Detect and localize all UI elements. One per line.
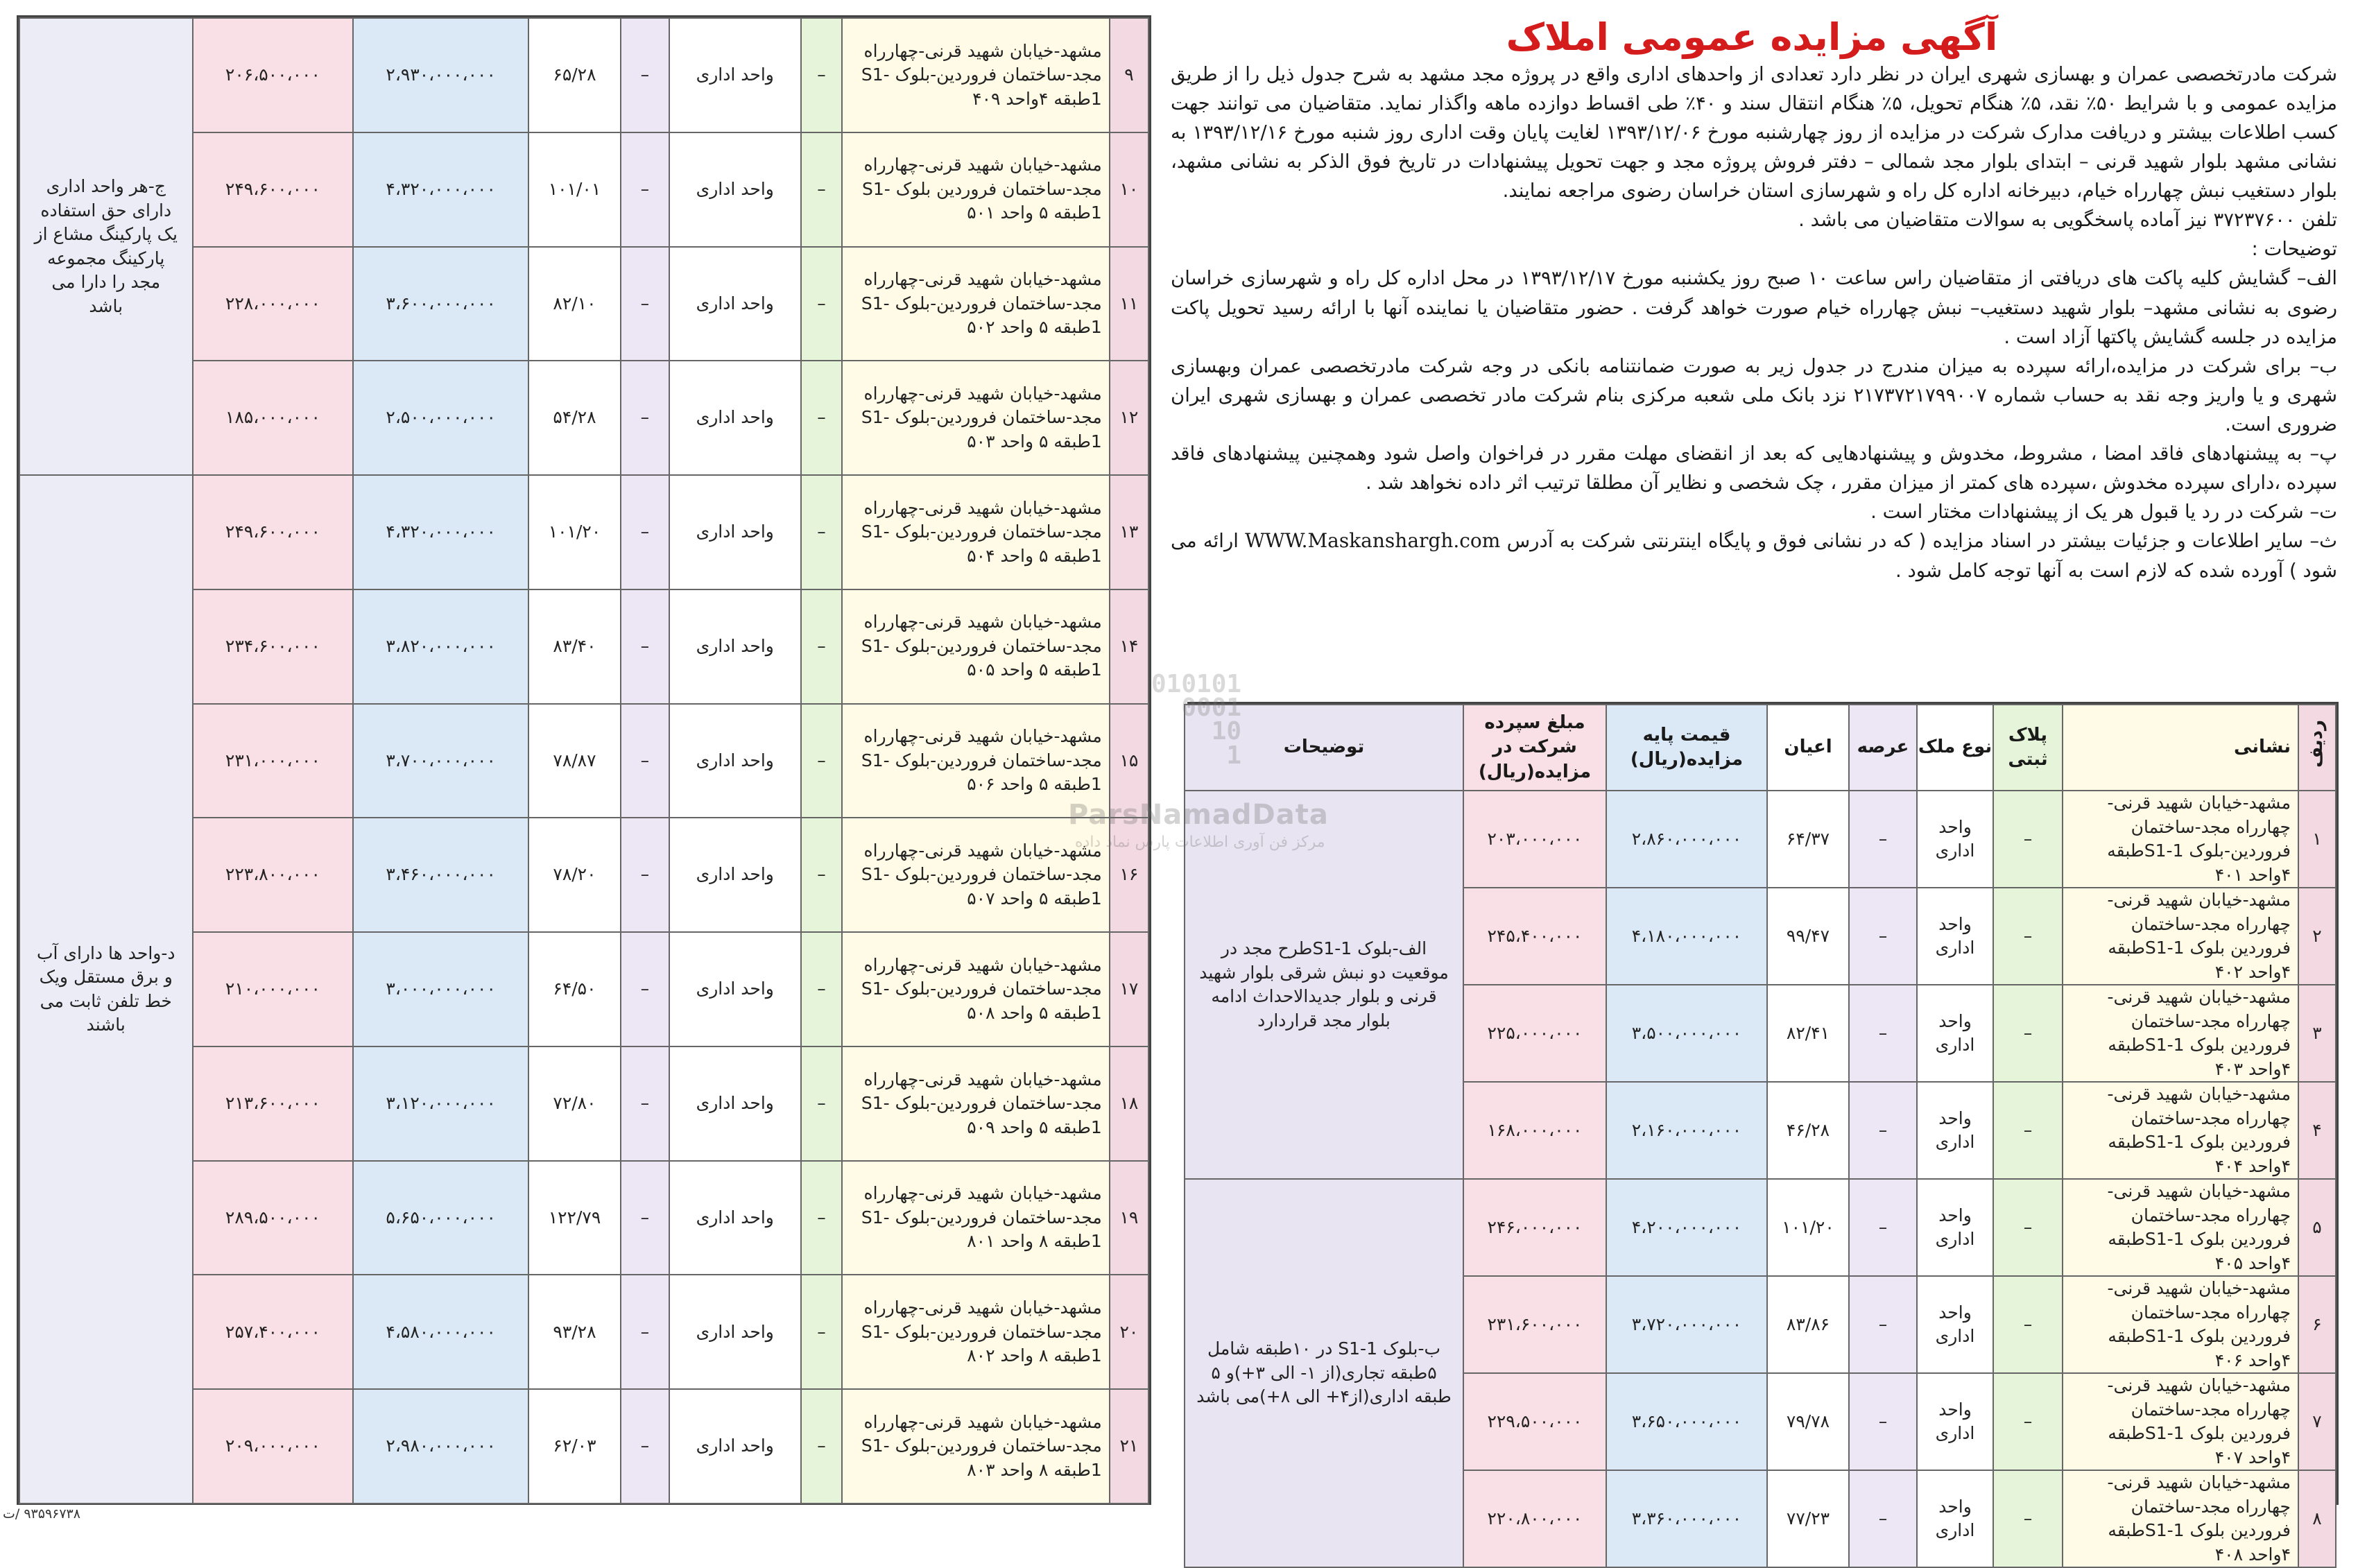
ayan-value: ۷۸/۸۷: [553, 750, 596, 770]
ayan-value: ۹۳/۲۸: [553, 1321, 596, 1342]
deposit-value: ۲۴۹،۶۰۰،۰۰۰: [225, 178, 320, 199]
ayan-value: ۱۰۱/۲۰: [1782, 1216, 1834, 1237]
deposit-value: ۲۴۶،۰۰۰،۰۰۰: [1487, 1216, 1583, 1237]
plaque-cell: –: [801, 247, 842, 361]
radif-value: ۱۹: [1119, 1207, 1139, 1227]
radif-value: ۹: [1124, 64, 1134, 85]
watermark-brand: ParsNamadData: [1068, 799, 1329, 831]
ayan-value: ۶۴/۳۷: [1786, 828, 1830, 849]
ayan-cell: [528, 1161, 621, 1275]
ayan-cell: [1767, 1082, 1849, 1179]
radif-value: ۲: [2312, 925, 2322, 946]
note-te: ت– شرکت در رد یا قبول هر یک از پیشنهادات مختار است .: [1870, 500, 2337, 523]
address-cell: مشهد-خیابان شهید قرنی-چهارراه مجد-ساختمان فروردین-بلوک S1-1طبقه ۵ واحد ۵۰۳: [842, 361, 1110, 475]
note-se-after: ارائه می شود ) آورده شده که لازم است به آنها توجه کامل شود .: [1171, 530, 2337, 582]
price-value: ۳،۸۲۰،۰۰۰،۰۰۰: [386, 635, 496, 656]
deposit-cell: [1463, 1179, 1606, 1276]
ayan-value: ۵۴/۲۸: [553, 407, 596, 428]
address-cell: مشهد-خیابان شهید قرنی-چهارراه مجد-ساختمان فروردین بلوک S1-1طبقه ۴واحد ۴۰۸: [2063, 1470, 2298, 1567]
price-value: ۲،۵۰۰،۰۰۰،۰۰۰: [386, 407, 496, 428]
deposit-cell: [193, 247, 354, 361]
type-cell: واحد اداری: [1917, 791, 1993, 888]
price-value: ۴،۳۲۰،۰۰۰،۰۰۰: [386, 522, 496, 542]
ayan-value: ۸۳/۴۰: [553, 635, 596, 656]
deposit-cell: [193, 1046, 354, 1161]
address-cell: مشهد-خیابان شهید قرنی-چهارراه مجد-ساختمان فروردین بلوک S1-1طبقه ۴واحد ۴۰۴: [2063, 1082, 2298, 1179]
header-deposit: مبلغ سپرده شرکت در مزایده(ریال): [1463, 705, 1606, 791]
price-cell: [353, 132, 528, 247]
price-value: ۳،۴۶۰،۰۰۰،۰۰۰: [386, 864, 496, 885]
address-cell: مشهد-خیابان شهید قرنی-چهارراه مجد-ساختمان فروردین بلوک S1-1طبقه ۴واحد ۴۰۶: [2063, 1276, 2298, 1373]
arse-cell: –: [621, 132, 669, 247]
ayan-cell: [528, 132, 621, 247]
row-description: ج-هر واحد اداری دارای حق استفاده یک پارکینگ مشاع از پارکینگ مجموعه مجد را دارا می باشد: [19, 18, 193, 475]
price-cell: [353, 932, 528, 1046]
arse-cell: –: [1849, 888, 1917, 985]
address-cell: مشهد-خیابان شهید قرنی-چهارراه مجد-ساختمان فروردین بلوک S1-1طبقه ۴واحد ۴۰۵: [2063, 1179, 2298, 1276]
radif-cell: [1110, 132, 1148, 247]
address-cell: مشهد-خیابان شهید قرنی-چهارراه مجد-ساختمان فروردین بلوک S1-1طبقه ۴واحد ۴۰۷: [2063, 1373, 2298, 1470]
price-value: ۳،۱۲۰،۰۰۰،۰۰۰: [386, 1093, 496, 1114]
plaque-cell: –: [801, 132, 842, 247]
deposit-value: ۲۱۳،۶۰۰،۰۰۰: [225, 1093, 320, 1114]
address-cell: مشهد-خیابان شهید قرنی-چهارراه مجد-ساختمان فروردین-بلوک S1-1طبقه ۵ واحد ۵۰۲: [842, 247, 1110, 361]
radif-cell: [1110, 247, 1148, 361]
radif-cell: [1110, 1161, 1148, 1275]
price-cell: [1606, 1276, 1767, 1373]
radif-value: ۸: [2312, 1508, 2322, 1528]
type-cell: واحد اداری: [1917, 1373, 1993, 1470]
note-pe: پ– به پیشنهادهای فاقد امضا ، مشروط، مخدوش و پیشنهادهایی که بعد از انقضای مهلت مقرر در فراخوان واصل شود وهمچنین پیشنهادهای فاقد سپرده ،دارای سپرده مخدوش ،سپرده های کمتر از میزان مقرر ، چک شخصی و نظایر آن مطلقا ترتیب اثر داده نخواهد شد .: [1171, 442, 2337, 494]
ad-title: آگهی مزایده عمومی املاک: [1506, 15, 1998, 59]
radif-value: ۱۲: [1119, 407, 1139, 428]
plaque-cell: –: [801, 704, 842, 818]
price-cell: [353, 1046, 528, 1161]
ayan-cell: [528, 247, 621, 361]
price-cell: [353, 589, 528, 704]
plaque-cell: –: [1993, 1373, 2063, 1470]
price-value: ۴،۳۲۰،۰۰۰،۰۰۰: [386, 178, 496, 199]
ayan-cell: [528, 361, 621, 475]
radif-value: ۵: [2312, 1216, 2322, 1237]
ayan-cell: [1767, 1179, 1849, 1276]
table-row: [1185, 1179, 2336, 1276]
price-cell: [1606, 1373, 1767, 1470]
note-se-before: ث– سایر اطلاعات و جزئیات بیشتر در اسناد مزایده ( که در نشانی فوق و پایگاه اینترنتی شرکت به آدرس: [1506, 530, 2337, 552]
ayan-value: ۶۵/۲۸: [553, 64, 596, 85]
deposit-cell: [193, 1389, 354, 1504]
radif-cell: [1110, 361, 1148, 475]
radif-value: ۲۱: [1119, 1436, 1139, 1456]
price-cell: [1606, 1179, 1767, 1276]
deposit-value: ۲۵۷،۴۰۰،۰۰۰: [225, 1321, 320, 1342]
website-link[interactable]: WWW.Maskanshargh.com: [1245, 529, 1501, 552]
price-value: ۴،۱۸۰،۰۰۰،۰۰۰: [1631, 925, 1742, 946]
plaque-cell: –: [1993, 1276, 2063, 1373]
radif-value: ۱: [2312, 828, 2322, 849]
price-cell: [1606, 1082, 1767, 1179]
ayan-cell: [528, 18, 621, 132]
ayan-cell: [528, 1275, 621, 1389]
type-cell: واحد اداری: [1917, 1470, 1993, 1567]
deposit-cell: [1463, 985, 1606, 1082]
deposit-cell: [193, 1275, 354, 1389]
ayan-value: ۱۲۲/۷۹: [548, 1207, 601, 1227]
ayan-value: ۷۲/۸۰: [553, 1093, 596, 1114]
plaque-cell: –: [801, 1275, 842, 1389]
deposit-value: ۲۲۸،۰۰۰،۰۰۰: [225, 293, 320, 313]
price-cell: [1606, 791, 1767, 888]
arse-cell: –: [1849, 1179, 1917, 1276]
radif-value: ۱۸: [1119, 1093, 1139, 1114]
price-cell: [353, 704, 528, 818]
ad-intro: شرکت مادرتخصصی عمران و بهسازی شهری ایران در نظر دارد تعدادی از واحدهای اداری واقع در پروژه مجد مشهد به شرح جدول ذیل را از طریق مزایده عمومی و با شرایط ۵۰٪ نقد، ۵٪ هنگام تحویل، ۵٪ هنگام انتقال سند و ۴۰٪ طی اقساط دوازده ماهه واگذار نماید. متقاضیان می توانند جهت کسب اطلاعات بیشتر و دریافت مدارک شرکت در مزایده از روز چهارشنبه مورخ ۱۳۹۳/۱۲/۰۶ لغایت پایان وقت اداری روز شنبه مورخ ۱۳۹۳/۱۲/۱۶ به نشانی مشهد بلوار شهید قرنی – ابتدای بلوار مجد شمالی – دفتر فروش پروژه مجد و جهت تحویل پیشنهادات در تاریخ فوق الذکر به نشانی مشهد، بلوار دستغیب نبش چهارراه خیام، دبیرخانه اداره کل راه و شهرسازی استان خراسان رضوی مراجعه نمایند.: [1171, 63, 2337, 203]
price-value: ۲،۹۸۰،۰۰۰،۰۰۰: [386, 1436, 496, 1456]
radif-value: ۱۶: [1119, 864, 1139, 885]
arse-cell: –: [621, 932, 669, 1046]
radif-value: ۳: [2312, 1022, 2322, 1043]
plaque-cell: –: [1993, 1470, 2063, 1567]
price-cell: [353, 247, 528, 361]
ayan-value: ۱۰۱/۰۱: [548, 178, 601, 199]
radif-cell: [1110, 818, 1148, 932]
radif-value: ۱۱: [1119, 293, 1139, 313]
arse-cell: –: [621, 361, 669, 475]
type-cell: واحد اداری: [1917, 1082, 1993, 1179]
type-cell: واحد اداری: [669, 1389, 801, 1504]
notes-title: توضیحات :: [2251, 238, 2337, 261]
price-value: ۳،۳۶۰،۰۰۰،۰۰۰: [1631, 1508, 1742, 1528]
price-value: ۳،۷۰۰،۰۰۰،۰۰۰: [386, 750, 496, 770]
radif-cell: [1110, 1389, 1148, 1504]
table-row: [19, 475, 1148, 589]
address-cell: مشهد-خیابان شهید قرنی-چهارراه مجد-ساختمان فروردین بلوک S1-1طبقه ۵ واحد ۵۰۱: [842, 132, 1110, 247]
deposit-value: ۲۳۴،۶۰۰،۰۰۰: [225, 635, 320, 656]
price-cell: [353, 361, 528, 475]
deposit-cell: [193, 589, 354, 704]
deposit-value: ۲۰۳،۰۰۰،۰۰۰: [1487, 828, 1583, 849]
price-cell: [1606, 1470, 1767, 1567]
ad-phone: تلفن ۳۷۲۳۷۶۰۰ نیز آماده پاسخگویی به سوالات متقاضیان می باشد .: [1798, 209, 2337, 232]
address-cell: مشهد-خیابان شهید قرنی-چهارراه مجد-ساختمان فروردین-بلوک S1-1طبقه ۵ واحد ۵۰۹: [842, 1046, 1110, 1161]
price-cell: [1606, 985, 1767, 1082]
address-cell: مشهد-خیابان شهید قرنی-چهارراه مجد-ساختمان فروردین-بلوک S1-1طبقه ۵ واحد ۵۰۵: [842, 589, 1110, 704]
note-alef: الف– گشایش کلیه پاکت های دریافتی از متقاضیان راس ساعت ۱۰ صبح روز یکشنبه مورخ ۱۳۹۳/۱۲/۱۷ در محل اداره کل راه و شهرسازی خراسان رضوی به نشانی مشهد– بلوار شهید دستغیب– نبش چهارراه خیام صورت خواهد گرفت . حضور متقاضیان یا نماینده آنها با ارائه رسید تحویل پاکت مزایده در جلسه گشایش پاکتها آزاد است .: [1171, 267, 2337, 348]
type-cell: واحد اداری: [669, 932, 801, 1046]
arse-cell: –: [1849, 1470, 1917, 1567]
price-value: ۲،۹۳۰،۰۰۰،۰۰۰: [386, 64, 496, 85]
deposit-value: ۲۰۶،۵۰۰،۰۰۰: [225, 64, 320, 85]
arse-cell: –: [621, 704, 669, 818]
radif-cell: [2298, 1179, 2336, 1276]
type-cell: واحد اداری: [669, 1046, 801, 1161]
deposit-value: ۲۰۹،۰۰۰،۰۰۰: [225, 1436, 320, 1456]
deposit-cell: [193, 18, 354, 132]
header-address: نشانی: [2063, 705, 2298, 791]
ayan-cell: [528, 932, 621, 1046]
arse-cell: –: [1849, 1082, 1917, 1179]
radif-value: ۱۴: [1119, 635, 1139, 656]
arse-cell: –: [1849, 791, 1917, 888]
plaque-cell: –: [801, 475, 842, 589]
radif-cell: [2298, 1276, 2336, 1373]
ayan-cell: [1767, 1276, 1849, 1373]
price-cell: [353, 818, 528, 932]
address-cell: مشهد-خیابان شهید قرنی-چهارراه مجد-ساختمان فروردین بلوک S1-1طبقه ۴واحد ۴۰۳: [2063, 985, 2298, 1082]
radif-cell: [1110, 589, 1148, 704]
plaque-cell: –: [801, 361, 842, 475]
deposit-value: ۲۸۹،۵۰۰،۰۰۰: [225, 1207, 320, 1227]
ayan-cell: [528, 589, 621, 704]
plaque-cell: –: [1993, 985, 2063, 1082]
radif-cell: [1110, 932, 1148, 1046]
arse-cell: –: [621, 1046, 669, 1161]
ayan-cell: [1767, 1373, 1849, 1470]
watermark-tagline: مرکز فن آوری اطلاعات پارس نماد داده: [1075, 834, 1325, 851]
price-value: ۳،۰۰۰،۰۰۰،۰۰۰: [386, 979, 496, 999]
type-cell: واحد اداری: [669, 1161, 801, 1275]
deposit-value: ۲۳۱،۶۰۰،۰۰۰: [1487, 1313, 1583, 1334]
radif-value: ۱۰: [1119, 178, 1139, 199]
radif-value: ۶: [2312, 1313, 2322, 1334]
plaque-cell: –: [1993, 791, 2063, 888]
auction-table-continued: [17, 15, 1151, 1505]
type-cell: واحد اداری: [669, 589, 801, 704]
radif-cell: [2298, 1470, 2336, 1567]
row-description: الف-بلوک S1-1طرح مجد در موقعیت دو نبش شرقی بلوار شهید قرنی و بلوار جدیدالاحداث ادامه بلوار مجد قراردارد: [1185, 791, 1463, 1179]
table-row: [19, 18, 1148, 132]
plaque-cell: –: [801, 1389, 842, 1504]
deposit-cell: [193, 132, 354, 247]
deposit-value: ۲۴۹،۶۰۰،۰۰۰: [225, 522, 320, 542]
radif-cell: [2298, 791, 2336, 888]
ayan-value: ۷۷/۲۳: [1786, 1508, 1830, 1528]
deposit-cell: [193, 704, 354, 818]
type-cell: واحد اداری: [669, 818, 801, 932]
header-ayan: اعیان: [1767, 705, 1849, 791]
plaque-cell: –: [801, 1161, 842, 1275]
address-cell: مشهد-خیابان شهید قرنی-چهارراه مجد-ساختمان فروردین-بلوک S1-1طبقه ۵ واحد ۵۰۷: [842, 818, 1110, 932]
footer-code: ۹۳۵۹۶۷۳۸ /ت: [3, 1506, 80, 1522]
deposit-cell: [193, 932, 354, 1046]
price-value: ۵،۶۵۰،۰۰۰،۰۰۰: [386, 1207, 496, 1227]
row-description: د-واحد ها دارای آب و برق مستقل ویک خط تلفن ثابت می باشند: [19, 475, 193, 1504]
deposit-cell: [1463, 1373, 1606, 1470]
price-value: ۳،۶۰۰،۰۰۰،۰۰۰: [386, 293, 496, 313]
price-cell: [353, 475, 528, 589]
header-type: نوع ملک: [1917, 705, 1993, 791]
type-cell: واحد اداری: [669, 132, 801, 247]
deposit-cell: [193, 361, 354, 475]
price-value: ۴،۵۸۰،۰۰۰،۰۰۰: [386, 1321, 496, 1342]
arse-cell: –: [621, 818, 669, 932]
arse-cell: –: [621, 1275, 669, 1389]
arse-cell: –: [1849, 1373, 1917, 1470]
address-cell: مشهد-خیابان شهید قرنی-چهارراه مجد-ساختمان فروردین-بلوک S1-1طبقه ۸ واحد ۸۰۲: [842, 1275, 1110, 1389]
plaque-cell: –: [801, 818, 842, 932]
deposit-value: ۲۳۱،۰۰۰،۰۰۰: [225, 750, 320, 770]
type-cell: واحد اداری: [1917, 1276, 1993, 1373]
price-value: ۲،۱۶۰،۰۰۰،۰۰۰: [1631, 1119, 1742, 1140]
arse-cell: –: [621, 247, 669, 361]
table-row: [1185, 791, 2336, 888]
deposit-cell: [1463, 1082, 1606, 1179]
type-cell: واحد اداری: [669, 475, 801, 589]
type-cell: واحد اداری: [669, 704, 801, 818]
ayan-value: ۸۲/۱۰: [553, 293, 596, 313]
type-cell: واحد اداری: [669, 18, 801, 132]
arse-cell: –: [621, 1161, 669, 1275]
arse-cell: –: [1849, 985, 1917, 1082]
radif-value: ۱۳: [1119, 522, 1139, 542]
price-value: ۲،۸۶۰،۰۰۰،۰۰۰: [1631, 828, 1742, 849]
deposit-value: ۲۲۵،۰۰۰،۰۰۰: [1487, 1022, 1583, 1043]
radif-cell: [2298, 1082, 2336, 1179]
deposit-cell: [1463, 791, 1606, 888]
type-cell: واحد اداری: [669, 361, 801, 475]
deposit-cell: [1463, 1276, 1606, 1373]
price-value: ۴،۲۰۰،۰۰۰،۰۰۰: [1631, 1216, 1742, 1237]
left-table: [19, 17, 1149, 1504]
type-cell: واحد اداری: [1917, 1179, 1993, 1276]
radif-cell: [2298, 888, 2336, 985]
ayan-value: ۱۰۱/۲۰: [548, 522, 601, 542]
ayan-cell: [528, 818, 621, 932]
address-cell: مشهد-خیابان شهید قرنی-چهارراه مجد-ساختمان فروردین-بلوک S1-1طبقه ۵ واحد ۵۰۸: [842, 932, 1110, 1046]
arse-cell: –: [621, 18, 669, 132]
ayan-value: ۷۸/۲۰: [553, 864, 596, 885]
radif-value: ۱۷: [1119, 979, 1139, 999]
header-price: قیمت پایه مزایده(ریال): [1606, 705, 1767, 791]
note-se: [1171, 526, 2337, 585]
deposit-value: ۲۲۰،۸۰۰،۰۰۰: [1487, 1508, 1583, 1528]
radif-cell: [1110, 1275, 1148, 1389]
note-be: ب– برای شرکت در مزایده،ارائه سپرده به میزان مندرج در جدول زیر به صورت ضمانتنامه بانکی در وجه شرکت مادرتخصصی عمران وبهسازی شهری و یا واریز وجه نقد به حساب شماره ۲۱۷۳۷۲۱۷۹۹۰۰۷ نزد بانک ملی شعبه مرکزی بنام شرکت مادر تخصصی عمران و بهسازی شهری ایران ضروری است.: [1171, 354, 2337, 436]
plaque-cell: –: [801, 932, 842, 1046]
deposit-cell: [1463, 1470, 1606, 1567]
arse-cell: –: [621, 589, 669, 704]
radif-value: ۱۵: [1119, 750, 1139, 770]
ayan-cell: [528, 704, 621, 818]
radif-value: ۷: [2312, 1411, 2322, 1431]
radif-cell: [1110, 704, 1148, 818]
type-cell: واحد اداری: [1917, 985, 1993, 1082]
table-header-row: [1185, 705, 2336, 791]
ayan-value: ۶۲/۰۳: [553, 1436, 596, 1456]
arse-cell: –: [621, 475, 669, 589]
ayan-value: ۸۲/۴۱: [1786, 1022, 1830, 1043]
address-cell: مشهد-خیابان شهید قرنی-چهارراه مجد-ساختمان فروردین بلوک S1-1طبقه ۴واحد ۴۰۲: [2063, 888, 2298, 985]
plaque-cell: –: [1993, 888, 2063, 985]
deposit-cell: [193, 475, 354, 589]
auction-table: [1187, 702, 2339, 1565]
ayan-cell: [528, 1046, 621, 1161]
plaque-cell: –: [801, 18, 842, 132]
address-cell: مشهد-خیابان شهید قرنی-چهارراه مجد-ساختمان فروردین-بلوک S1-1طبقه ۸ واحد ۸۰۳: [842, 1389, 1110, 1504]
type-cell: واحد اداری: [1917, 888, 1993, 985]
deposit-value: ۲۲۳،۸۰۰،۰۰۰: [225, 864, 320, 885]
ayan-value: ۶۴/۵۰: [553, 979, 596, 999]
deposit-value: ۲۱۰،۰۰۰،۰۰۰: [225, 979, 320, 999]
ayan-cell: [1767, 888, 1849, 985]
ayan-value: ۸۳/۸۶: [1786, 1313, 1830, 1334]
deposit-value: ۱۶۸،۰۰۰،۰۰۰: [1487, 1119, 1583, 1140]
ayan-cell: [1767, 791, 1849, 888]
price-cell: [353, 1275, 528, 1389]
deposit-cell: [1463, 888, 1606, 985]
header-plaque: پلاک ثبتی: [1993, 705, 2063, 791]
radif-cell: [2298, 985, 2336, 1082]
price-value: ۳،۷۲۰،۰۰۰،۰۰۰: [1631, 1313, 1742, 1334]
ayan-cell: [528, 475, 621, 589]
address-cell: مشهد-خیابان شهید قرنی-چهارراه مجد-ساختمان فروردین-بلوک S1-1طبقه ۴واحد ۴۰۹: [842, 18, 1110, 132]
row-description: ب-بلوک S1-1 در ۱۰طبقه شامل ۵طبقه تجاری(از ۱- الی ۳+)و ۵ طبقه اداری(از۴+ الی ۸+)می باشد: [1185, 1179, 1463, 1567]
price-cell: [1606, 888, 1767, 985]
type-cell: واحد اداری: [669, 247, 801, 361]
price-cell: [353, 1389, 528, 1504]
address-cell: مشهد-خیابان شهید قرنی-چهارراه مجد-ساختمان فروردین-بلوک S1-1طبقه ۸ واحد ۸۰۱: [842, 1161, 1110, 1275]
watermark-binary: 010101 0001 10 1: [1151, 670, 1242, 770]
address-cell: مشهد-خیابان شهید قرنی-چهارراه مجد-ساختمان فروردین-بلوک S1-1طبقه ۵ واحد ۵۰۶: [842, 704, 1110, 818]
plaque-cell: –: [801, 1046, 842, 1161]
price-value: ۳،۵۰۰،۰۰۰،۰۰۰: [1631, 1022, 1742, 1043]
ayan-value: ۹۹/۴۷: [1786, 925, 1830, 946]
arse-cell: –: [1849, 1276, 1917, 1373]
header-arse: عرصه: [1849, 705, 1917, 791]
header-radif: ردیف: [2298, 705, 2336, 791]
arse-cell: –: [621, 1389, 669, 1504]
radif-value: ۲۰: [1119, 1321, 1139, 1342]
right-table: [1184, 704, 2337, 1568]
radif-cell: [1110, 18, 1148, 132]
price-cell: [353, 1161, 528, 1275]
plaque-cell: –: [1993, 1179, 2063, 1276]
radif-cell: [1110, 1046, 1148, 1161]
ayan-cell: [1767, 1470, 1849, 1567]
radif-value: ۴: [2312, 1119, 2322, 1140]
header-desc: توضیحات: [1185, 705, 1463, 791]
ayan-cell: [1767, 985, 1849, 1082]
auction-announcement: [1162, 15, 2341, 1565]
plaque-cell: –: [1993, 1082, 2063, 1179]
deposit-cell: [193, 818, 354, 932]
deposit-value: ۲۴۵،۴۰۰،۰۰۰: [1487, 925, 1583, 946]
deposit-value: ۲۲۹،۵۰۰،۰۰۰: [1487, 1411, 1583, 1431]
radif-cell: [1110, 475, 1148, 589]
deposit-cell: [193, 1161, 354, 1275]
plaque-cell: –: [801, 589, 842, 704]
type-cell: واحد اداری: [669, 1275, 801, 1389]
deposit-value: ۱۸۵،۰۰۰،۰۰۰: [225, 407, 320, 428]
ayan-value: ۴۶/۲۸: [1786, 1119, 1830, 1140]
ad-body: [1162, 60, 2341, 585]
price-value: ۳،۶۵۰،۰۰۰،۰۰۰: [1631, 1411, 1742, 1431]
ayan-cell: [528, 1389, 621, 1504]
radif-cell: [2298, 1373, 2336, 1470]
ayan-value: ۷۹/۷۸: [1786, 1411, 1830, 1431]
address-cell: مشهد-خیابان شهید قرنی-چهارراه مجد-ساختمان فروردین-بلوک S1-1طبقه ۵ واحد ۵۰۴: [842, 475, 1110, 589]
address-cell: مشهد-خیابان شهید قرنی-چهارراه مجد-ساختمان فروردین-بلوک S1-1طبقه ۴واحد ۴۰۱: [2063, 791, 2298, 888]
price-cell: [353, 18, 528, 132]
